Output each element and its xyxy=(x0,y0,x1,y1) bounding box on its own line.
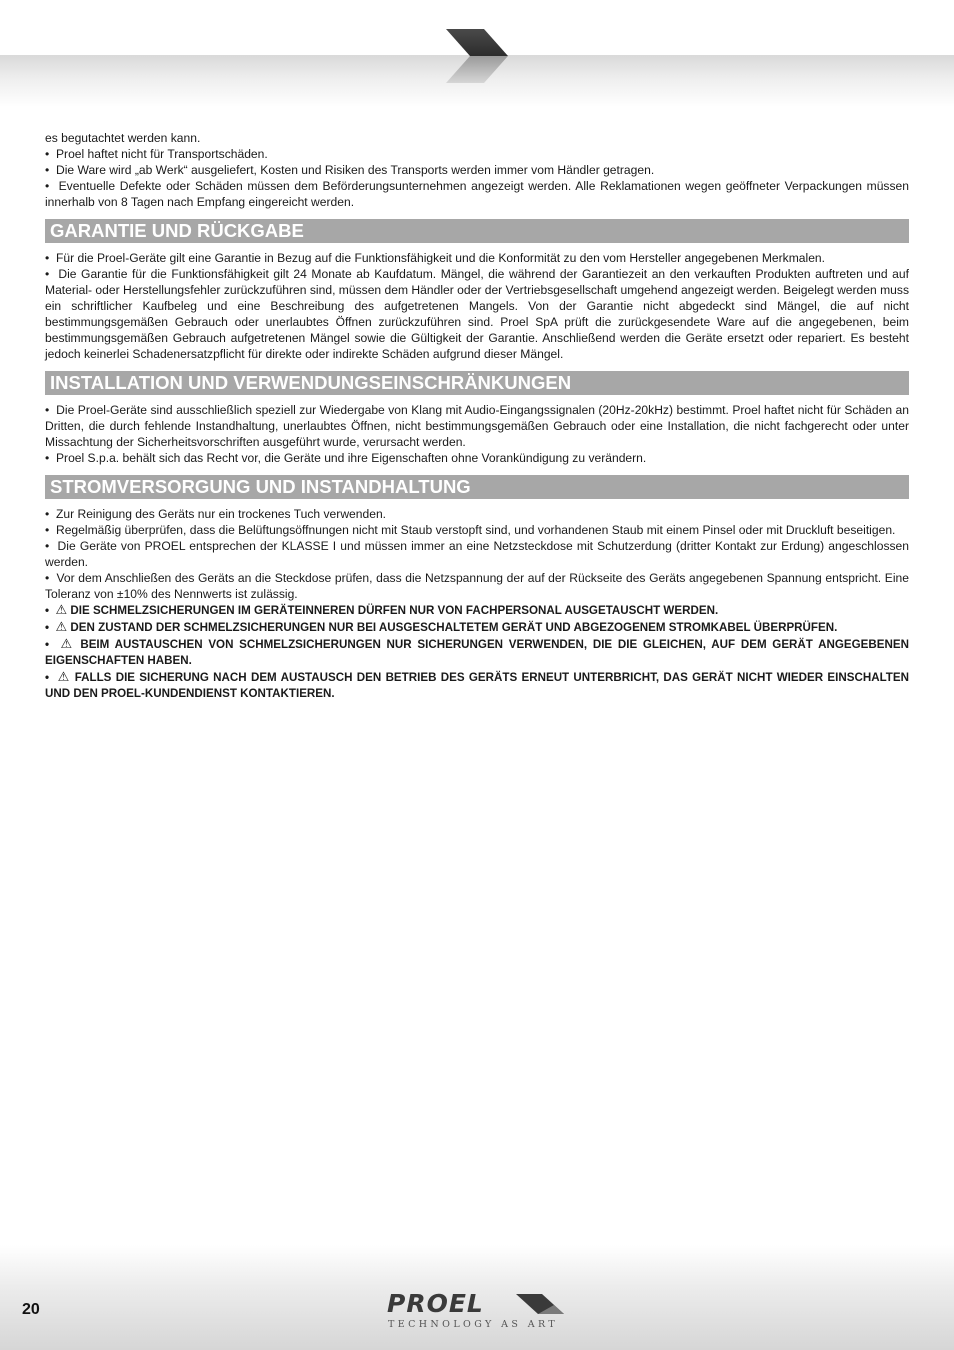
warranty-bullet: • Für die Proel-Geräte gilt eine Garantie in Bezug auf die Funktionsfähigkeit und die Konformität zu den vom Hersteller angegebenen Merkmalen. xyxy=(45,250,909,266)
proel-logo xyxy=(384,1289,574,1334)
intro-bullet: • Die Ware wird „ab Werk“ ausgeliefert, Kosten und Risiken des Transports werden immer vom Händler getragen. xyxy=(45,162,909,178)
header-arrow-icon xyxy=(444,29,510,83)
power-bullet: • Regelmäßig überprüfen, dass die Belüftungsöffnungen nicht mit Staub verstopft sind, und vorhandenen Staub mit einem Pinsel oder mit Druckluft beseitigen. xyxy=(45,522,909,538)
manual-content xyxy=(45,130,909,702)
installation-bullet: • Die Proel-Geräte sind ausschließlich speziell zur Wiedergabe von Klang mit Audio-Eingangssignalen (20Hz-20kHz) bestimmt. Proel haftet nicht für Schäden an Dritten, die durch fehlende Instandhaltung, unerlaubtes Öffnen, nicht bestimmungsgemäßen Gebrauch oder eine Installation, die nicht fachgerecht oder unter Missachtung der Sicherheitsvorschriften ausgeführt wurde, verursacht werden. xyxy=(45,402,909,450)
page-number: 20 xyxy=(22,1301,40,1318)
power-heading: STROMVERSORGUNG UND INSTANDHALTUNG xyxy=(45,475,909,499)
fuse-warning-text: BEIM AUSTAUSCHEN VON SCHMELZSICHERUNGEN NUR SICHERUNGEN VERWENDEN, DIE DIE GLEICHEN, AUF DEM GERÄT ANGEGEBENEN EIGENSCHAFTEN HABEN. xyxy=(45,638,909,667)
installation-heading: INSTALLATION UND VERWENDUNGSEINSCHRÄNKUNGEN xyxy=(45,371,909,395)
installation-bullet: • Proel S.p.a. behält sich das Recht vor, die Geräte und ihre Eigenschaften ohne Vorankündigung zu verändern. xyxy=(45,450,909,466)
intro-bullet: • Proel haftet nicht für Transportschäden. xyxy=(45,146,909,162)
fuse-warning xyxy=(45,602,909,619)
power-bullet: • Die Geräte von PROEL entsprechen der KLASSE I und müssen immer an eine Netzsteckdose mit Schutzerdung (dritter Kontakt zur Erdung) angeschlossen werden. xyxy=(45,538,909,570)
power-bullet: • Zur Reinigung des Geräts nur ein trockenes Tuch verwenden. xyxy=(45,506,909,522)
fuse-warning-text: DEN ZUSTAND DER SCHMELZSICHERUNGEN NUR BEI AUSGESCHALTETEM GERÄT UND ABGEZOGENEM STROMKABEL ÜBERPRÜFEN. xyxy=(70,621,838,634)
fuse-warning xyxy=(45,636,909,669)
warning-icon: ⚠ xyxy=(55,619,68,634)
warning-icon: ⚠ xyxy=(57,669,71,684)
logo-wordmark: PROEL xyxy=(387,1289,484,1318)
warning-icon: ⚠ xyxy=(60,636,75,651)
fuse-warning-text: FALLS DIE SICHERUNG NACH DEM AUSTAUSCH DEN BETRIEB DES GERÄTS ERNEUT UNTERBRICHT, DAS GERÄT NICHT WIEDER EINSCHALTEN UND DEN PROEL-KUNDENDIENST KONTAKTIEREN. xyxy=(45,671,909,700)
power-bullet: • Vor dem Anschließen des Geräts an die Steckdose prüfen, dass die Netzspannung der auf der Rückseite des Geräts angegebenen Spannung entspricht. Eine Toleranz von ±10% des Nennwerts ist zulässig. xyxy=(45,570,909,602)
logo-arrow-icon xyxy=(516,1294,566,1314)
fuse-warning xyxy=(45,619,909,636)
logo-tagline: TECHNOLOGY AS ART xyxy=(388,1319,559,1330)
fuse-warning xyxy=(45,669,909,702)
warranty-bullet: • Die Garantie für die Funktionsfähigkeit gilt 24 Monate ab Kaufdatum. Mängel, die während der Garantiezeit an den verkauften Produkten auftreten und auf Material- oder Herstellungsfehler zurückzuführen sind, müssen dem Händler oder der Vertriebsgesellschaft umgehend angezeigt werden. Beigelegt werden muss ein schriftlicher Kaufbeleg und eine Beschreibung des aufgetretenen Mangels. Von der Garantie nicht abgedeckt sind Mängel, die auf nicht bestimmungsgemäßen Gebrauch oder unerlaubtes Öffnen zurückzuführen sind. Proel SpA prüft die zurückgesendete Ware auf die angegebenen, beim bestimmungsgemäßen Gebrauch aufgetretenen Mängel sowie die Gültigkeit der Garantie. Anschließend werden die Geräte ersetzt oder repariert. Es besteht jedoch keinerlei Schadenersatzpflicht für direkte oder indirekte Schäden aufgrund dieser Mängel. xyxy=(45,266,909,362)
intro-line: es begutachtet werden kann. xyxy=(45,131,201,145)
fuse-warning-text: DIE SCHMELZSICHERUNGEN IM GERÄTEINNEREN DÜRFEN NUR VON FACHPERSONAL AUSGETAUSCHT WERDEN. xyxy=(70,604,719,617)
intro-bullet: • Eventuelle Defekte oder Schäden müssen dem Beförderungsunternehmen angezeigt werden. Alle Reklamationen wegen geöffneter Verpackungen müssen innerhalb von 8 Tagen nach Empfang eingereicht werden. xyxy=(45,178,909,210)
warning-icon: ⚠ xyxy=(55,602,68,617)
warranty-heading: GARANTIE UND RÜCKGABE xyxy=(45,219,909,243)
